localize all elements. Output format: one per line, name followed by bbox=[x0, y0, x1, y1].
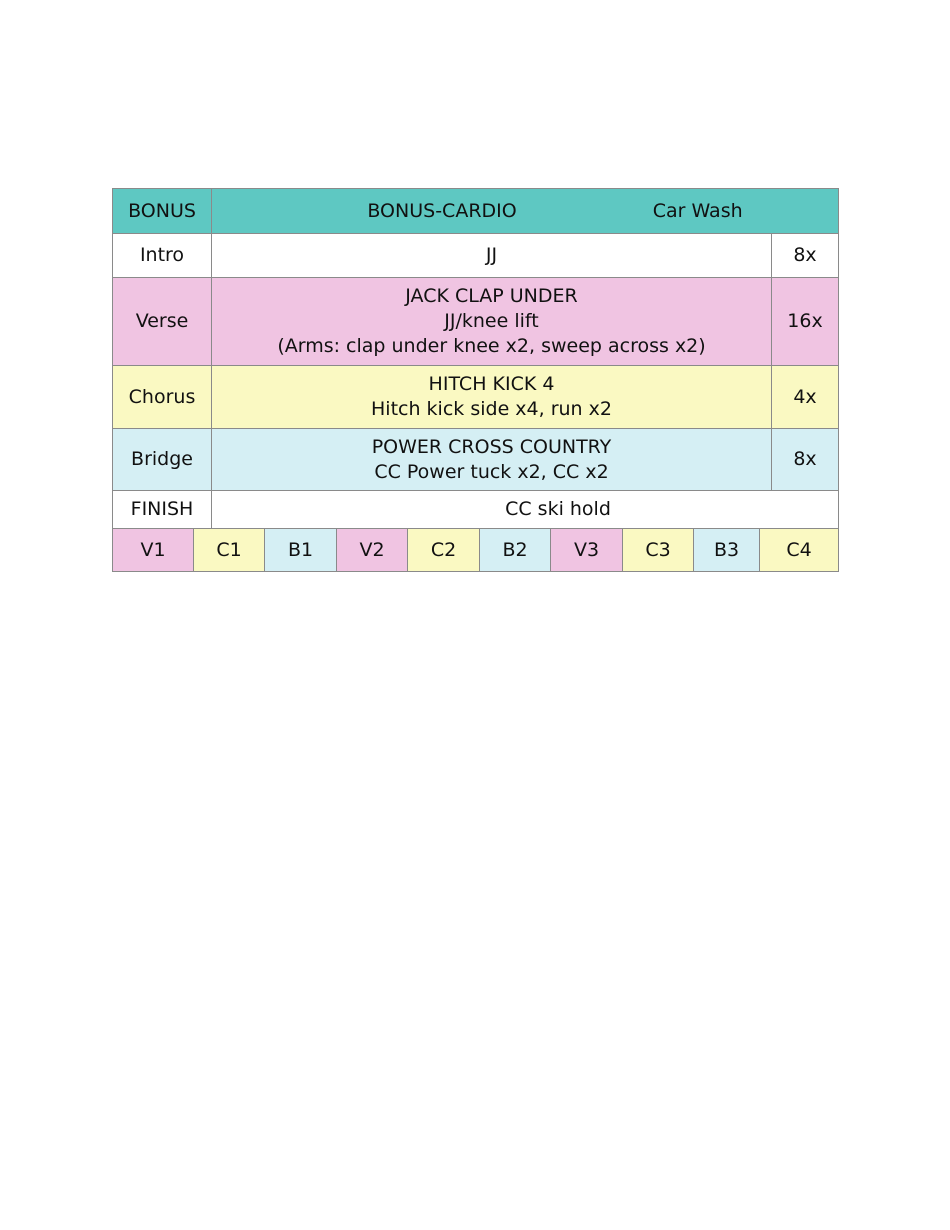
move-description: HITCH KICK 4 Hitch kick side x4, run x2 bbox=[212, 366, 772, 429]
section-label: Chorus bbox=[113, 366, 212, 429]
section-label: FINISH bbox=[113, 491, 212, 529]
sequence-cell: C2 bbox=[408, 529, 480, 572]
sequence-cell: V2 bbox=[337, 529, 408, 572]
sequence-strip bbox=[112, 529, 839, 572]
header-label: BONUS bbox=[113, 189, 212, 234]
move-description: JACK CLAP UNDER JJ/knee lift (Arms: clap under knee x2, sweep across x2) bbox=[212, 278, 772, 366]
sequence-cell: C1 bbox=[194, 529, 265, 572]
routine-row-intro bbox=[113, 234, 839, 278]
sequence-cell: C3 bbox=[623, 529, 694, 572]
sequence-cell: B2 bbox=[480, 529, 551, 572]
routine-row-finish bbox=[113, 491, 839, 529]
rep-count: 8x bbox=[772, 234, 839, 278]
rep-count: 4x bbox=[772, 366, 839, 429]
header-category: BONUS-CARDIO bbox=[367, 199, 517, 222]
section-label: Verse bbox=[113, 278, 212, 366]
sequence-cell: V3 bbox=[551, 529, 623, 572]
sequence-cell: B3 bbox=[694, 529, 760, 572]
rep-count: 16x bbox=[772, 278, 839, 366]
routine-row-bridge bbox=[113, 429, 839, 491]
move-description: JJ bbox=[212, 234, 772, 278]
rep-count: 8x bbox=[772, 429, 839, 491]
header-row bbox=[113, 189, 839, 234]
routine-row-chorus bbox=[113, 366, 839, 429]
sequence-cell: V1 bbox=[113, 529, 194, 572]
sequence-cell: B1 bbox=[265, 529, 337, 572]
section-label: Bridge bbox=[113, 429, 212, 491]
section-label: Intro bbox=[113, 234, 212, 278]
routine-row-verse bbox=[113, 278, 839, 366]
sequence-cell: C4 bbox=[760, 529, 839, 572]
choreography-sheet bbox=[112, 188, 838, 572]
move-description: CC ski hold bbox=[212, 491, 839, 529]
header-title-cell bbox=[212, 189, 839, 234]
routine-table bbox=[112, 188, 839, 529]
header-song: Car Wash bbox=[652, 199, 743, 222]
move-description: POWER CROSS COUNTRY CC Power tuck x2, CC x2 bbox=[212, 429, 772, 491]
